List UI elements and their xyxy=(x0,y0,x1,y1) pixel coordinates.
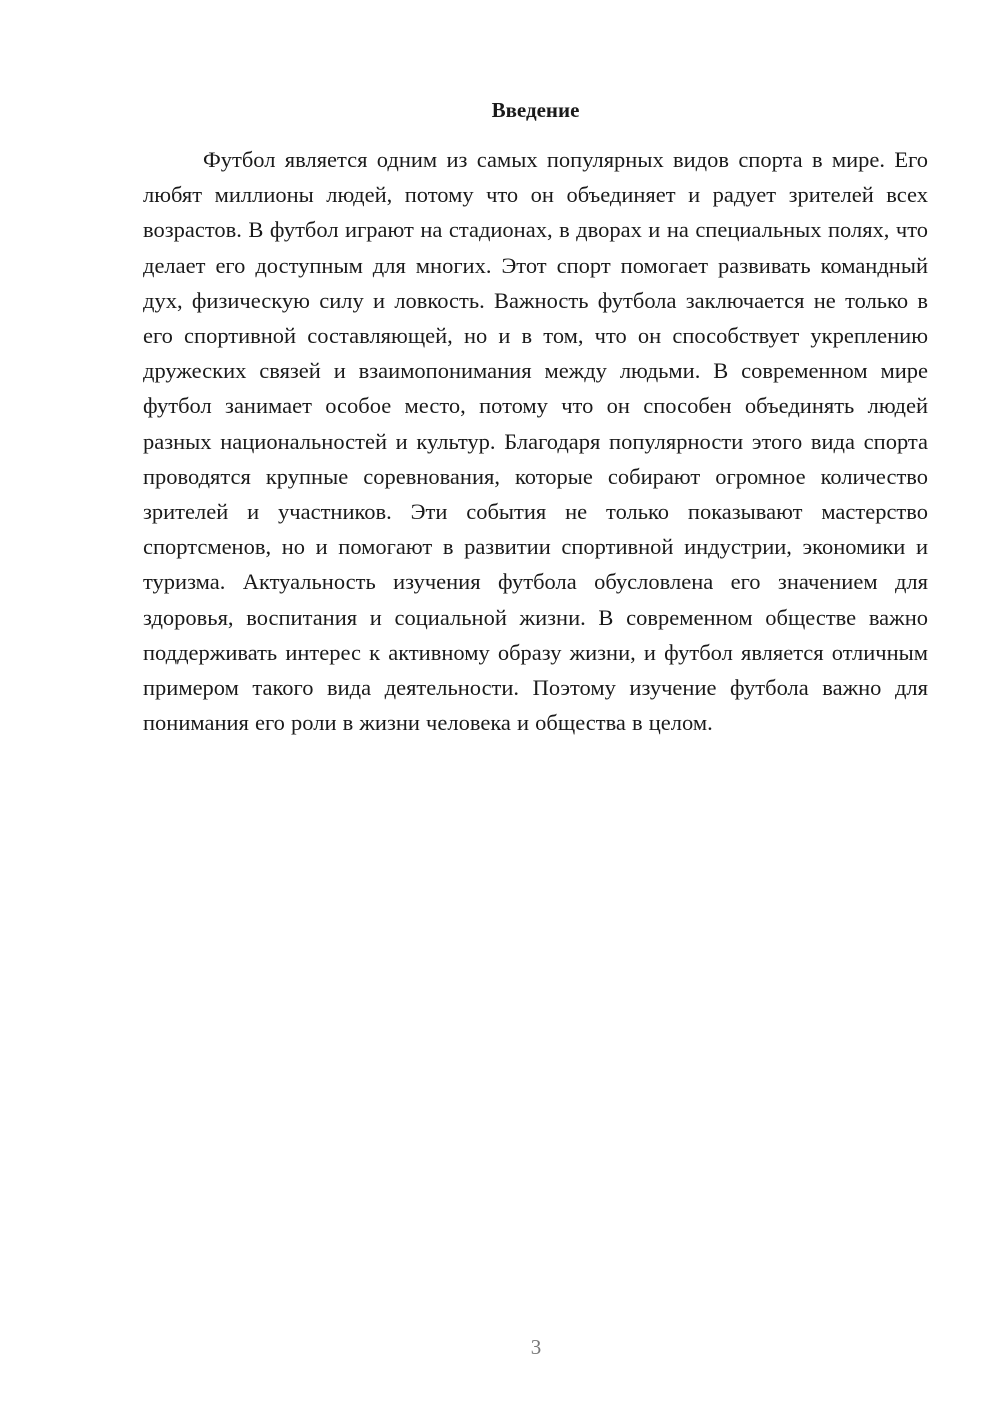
section-heading: Введение xyxy=(491,98,580,122)
page-number: 3 xyxy=(530,1335,542,1359)
body-paragraph: Футбол является одним из самых популярных видов спорта в мире. Его любят миллионы людей, потому что он объединяет и радует зрителей всех возрастов. В футбол играют на стадионах, в дворах и на специальных полях, что делает его доступным для многих. Этот спорт помогает развивать командный дух, физическую силу и ловкость. Важность футбола заключается не только в его спортивной составляющей, но и в том, что он способствует укреплению дружеских связей и взаимопонимания между людьми. В современном мире футбол занимает особое место, потому что он способен объединять людей разных национальностей и культур. Благодаря популярности этого вида спорта проводятся крупные соревнования, которые собирают огромное количество зрителей и участников. Эти события не только показывают мастерство спортсменов, но и помогают в развитии спортивной индустрии, экономики и туризма. Актуальность изучения футбола обусловлена его значением для здоровья, воспитания и социальной жизни. В современном обществе важно поддерживать интерес к активному образу жизни, и футбол является отличным примером такого вида деятельности. Поэтому изучение футбола важно для понимания его роли в жизни человека и общества в целом. xyxy=(143,147,928,736)
